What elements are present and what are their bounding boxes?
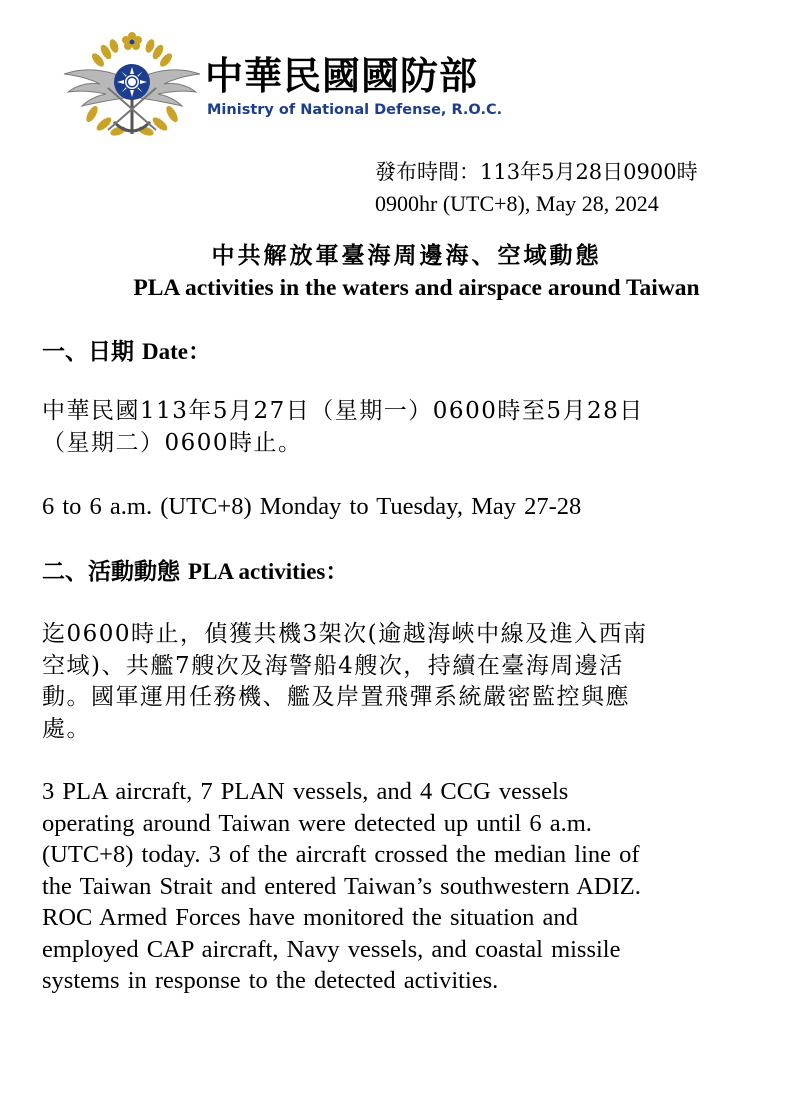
section2-en-line: operating around Taiwan were detected up until 6 a.m. <box>42 809 592 837</box>
section2-en-line: (UTC+8) today. 3 of the aircraft crossed the median line of <box>42 841 640 868</box>
mnd-emblem-icon <box>62 30 202 140</box>
section1-heading-en: Date： <box>142 339 211 364</box>
section1-cn-line: 中華民國113年5月27日（星期一）0600時至5月28日 <box>42 398 644 424</box>
title-cn: 中共解放軍臺海周邊海、空域動態 <box>211 242 602 269</box>
section2-cn-line: 處。 <box>42 715 91 742</box>
section2-cn-line: 空域)、共艦7艘次及海警船4艘次，持續在臺海周邊活 <box>42 652 624 679</box>
release-time-en: 0900hr (UTC+8), May 28, 2024 <box>375 191 659 216</box>
release-time <box>375 156 698 220</box>
section2-cn-line: 動。國軍運用任務機、艦及岸置飛彈系統嚴密監控與應 <box>42 684 630 710</box>
section2-body-en <box>42 776 752 997</box>
section2-heading <box>42 556 348 588</box>
section2-en-line: systems in response to the detected activities. <box>42 967 499 994</box>
section2-en-line: 3 PLA aircraft, 7 PLAN vessels, and 4 CCG vessels <box>42 778 569 805</box>
org-name-cn: 中華民國國防部 <box>205 54 479 98</box>
section2-heading-en: PLA activities： <box>188 559 349 584</box>
section1-body-en: 6 to 6 a.m. (UTC+8) Monday to Tuesday, May 27-28 <box>42 493 582 520</box>
org-name-en: Ministry of National Defense, R.O.C. <box>207 102 503 118</box>
section1-heading-cn: 一、日期 <box>42 338 134 365</box>
section2-cn-line: 迄0600時止，偵獲共機3架次(逾越海峽中線及進入西南 <box>42 621 648 647</box>
section2-en-line: ROC Armed Forces have monitored the situation and <box>42 904 578 931</box>
section1-cn-line: （星期二）0600時止。 <box>42 429 303 456</box>
release-time-cn: 發布時間：113年5月28日0900時 <box>375 160 698 184</box>
section1-body-cn <box>42 396 752 459</box>
section2-heading-cn: 二、活動動態 <box>42 558 180 585</box>
section1-heading <box>42 336 211 368</box>
section2-en-line: employed CAP aircraft, Navy vessels, and coastal missile <box>42 935 621 963</box>
document-title <box>0 240 793 304</box>
section2-body-cn <box>42 619 752 745</box>
section2-en-line: the Taiwan Strait and entered Taiwan’s southwestern ADIZ. <box>42 872 641 900</box>
title-en: PLA activities in the waters and airspace around Taiwan <box>133 275 700 301</box>
